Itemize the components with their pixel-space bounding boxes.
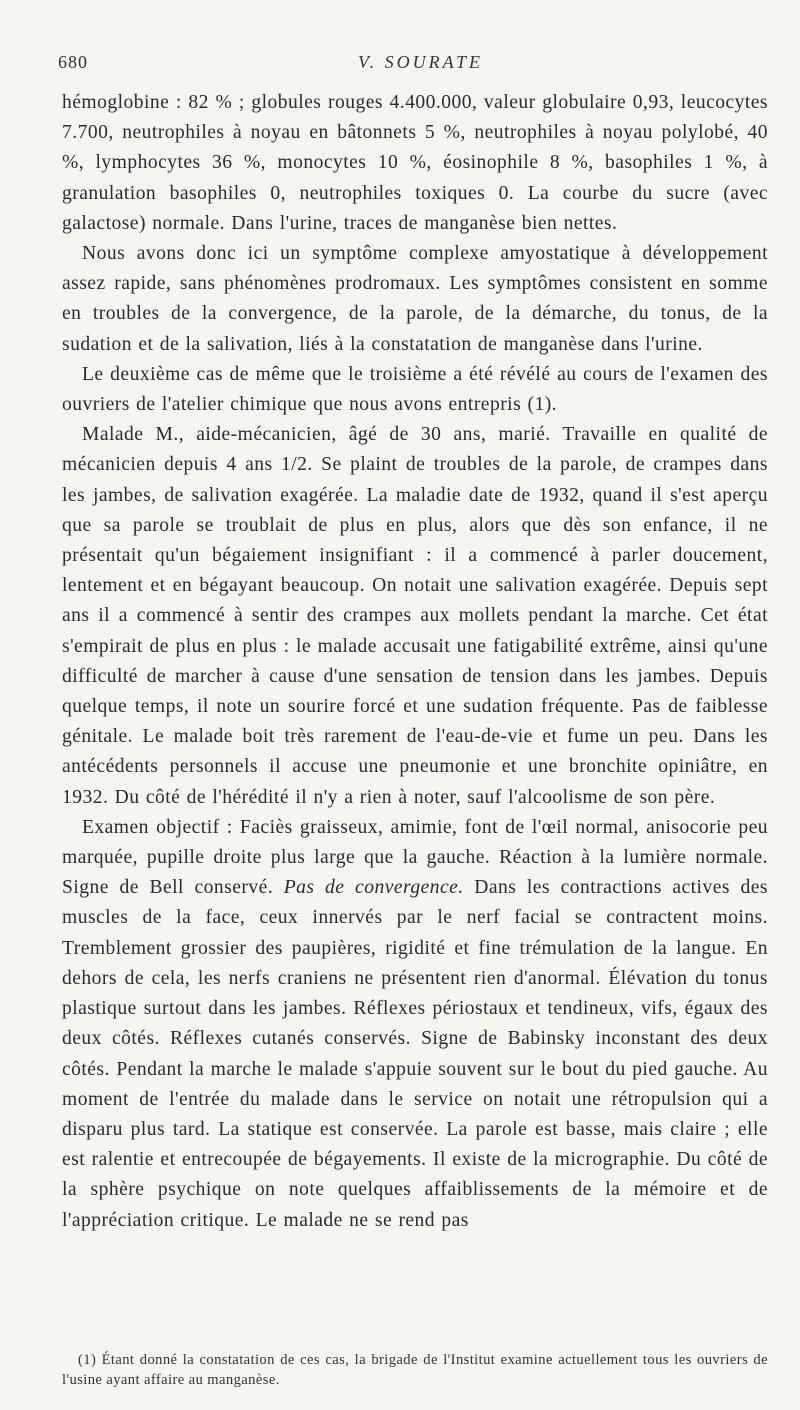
- footnote-text: (1) Étant donné la constatation de ces cas, la brigade de l'Institut examine actuellement tous les ouvriers de l'usine ayant affaire au manganèse.: [62, 1352, 768, 1388]
- examination-text-end: Dans les contractions actives des muscles de la face, ceux innervés par le nerf facial se contractent moins. Tremblement grossier des paupières, rigidité et fine trémulation de la langue. En dehors de cela, les nerfs craniens ne présentent rien d'anormal. Élévation du tonus plastique surtout dans les jambes. Réflexes périostaux et tendineux, vifs, égaux des deux côtés. Réflexes cutanés conservés. Signe de Babinsky inconstant des deux côtés. Pendant la marche le malade s'appuie souvent sur le bout du pied gauche. Au moment de l'entrée du malade dans le service on notait une rétropulsion qui a disparu plus tard. La statique est conservée. La parole est basse, mais claire ; elle est ralentie et entrecoupée de bégayements. Il existe de la micrographie. Du côté de la sphère psychique on note quelques affaiblissements de la mémoire et de l'appréciation critique. Le malade ne se rend pas: [62, 877, 768, 1231]
- body-text: [62, 88, 768, 1236]
- examination-text-start: Examen objectif : Faciès graisseux, amimie, font de l'œil normal, anisocorie peu marquée, pupille droite plus large que la gauche. Réaction à la lumière normale. Signe de Bell conservé.: [62, 816, 768, 899]
- paragraph-blood-results: hémoglobine : 82 % ; globules rouges 4.400.000, valeur globulaire 0,93, leucocytes 7.700, neutrophiles à noyau en bâtonnets 5 %, neutrophiles à noyau polylobé, 40 %, lymphocytes 36 %, monocytes 10 %, éosinophile 8 %, basophiles 1 %, à granulation basophiles 0, neutrophiles toxiques 0. La courbe du sucre (avec galactose) normale. Dans l'urine, traces de manganèse bien nettes.: [62, 92, 768, 234]
- page-number: 680: [58, 52, 88, 72]
- running-head: V. SOURATE: [358, 52, 484, 72]
- page-header: [58, 52, 760, 78]
- paragraph-examination: [62, 813, 768, 1236]
- examination-italic-phrase: Pas de convergence.: [283, 877, 464, 899]
- paragraph-summary: Nous avons donc ici un symptôme complexe amyostatique à développement assez rapide, sans phénomènes prodromaux. Les symptômes consistent en somme en troubles de la convergence, de la parole, de la démarche, du tonus, de la sudation et de la salivation, liés à la constatation de manganèse dans l'urine.: [62, 243, 768, 355]
- paragraph-patient-history: Malade M., aide-mécanicien, âgé de 30 ans, marié. Travaille en qualité de mécanicien depuis 4 ans 1/2. Se plaint de troubles de la parole, de crampes dans les jambes, de salivation exagérée. La maladie date de 1932, quand il s'est aperçu que sa parole se troublait de plus en plus, alors que dès son enfance, il ne présentait qu'un bégaiement insignifiant : il a commencé à parler doucement, lentement et en bégayant beaucoup. On notait une salivation exagérée. Depuis sept ans il a commencé à sentir des crampes aux mollets pendant la marche. Cet état s'empirait de plus en plus : le malade accusait une fatigabilité extrême, ainsi qu'une difficulté de marcher à cause d'une sensation de tension dans les jambes. Depuis quelque temps, il note un sourire forcé et une sudation fréquente. Pas de faiblesse génitale. Le malade boit très rarement de l'eau-de-vie et fume un peu. Dans les antécédents personnels il accuse une pneumonie et une bronchite opiniâtre, en 1932. Du côté de l'hérédité il n'y a rien à noter, sauf l'alcoolisme de son père.: [62, 424, 768, 808]
- footnote: [62, 1350, 768, 1390]
- paragraph-second-case: Le deuxième cas de même que le troisième a été révélé au cours de l'examen des ouvriers de l'atelier chimique que nous avons entrepris (1).: [62, 363, 768, 416]
